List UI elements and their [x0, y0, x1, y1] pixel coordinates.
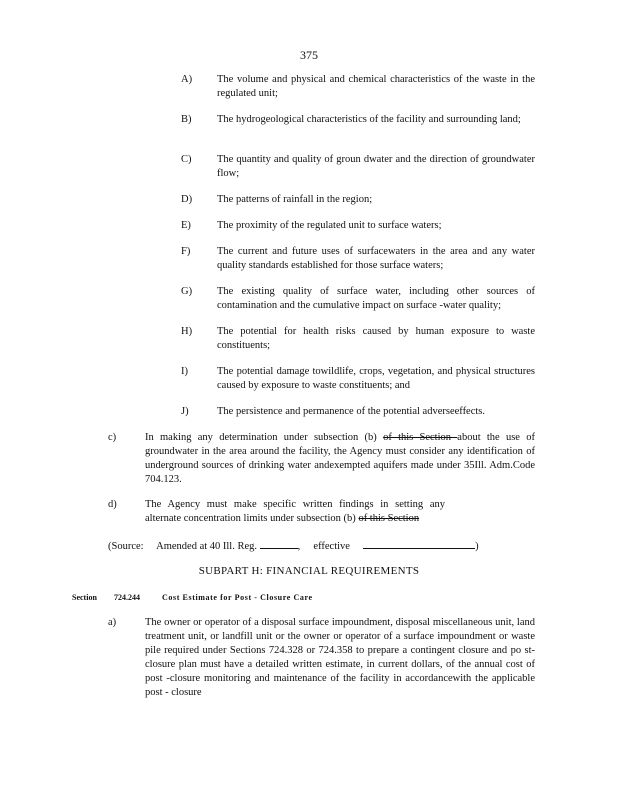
paragraph-text: [145, 498, 445, 526]
section-number: 724.244: [114, 593, 140, 602]
subitem-label: A): [181, 74, 193, 85]
paragraph-text-end: about the use of groundwater in the area around the facility, the Agency must consider any identification of underground sources of drinking water andexempted aquifers made under 35Ill. Adm.Code 704.123.: [145, 432, 535, 485]
paragraph-label: a): [108, 617, 117, 628]
volume-blank: [260, 538, 298, 549]
subitem-text: The quantity and quality of groun dwater and the direction of groundwater flow;: [217, 154, 535, 179]
struck-text: of this Section: [358, 513, 420, 524]
subitem-label: C): [181, 154, 192, 165]
paragraph-label: c): [108, 432, 117, 443]
subitem-text: The potential damage towildlife, crops, vegetation, and physical structures caused by exposure to waste constituents; and: [217, 366, 535, 391]
paragraph-text-start: The Agency must make specific written findings in setting any alternate concentration limits under subsection (b): [145, 499, 445, 524]
paragraph-label: d): [108, 499, 117, 510]
subitem-text: The proximity of the regulated unit to surface waters;: [217, 220, 442, 231]
subitem-label: J): [181, 406, 189, 417]
subitem-label: D): [181, 194, 193, 205]
subitem-text: The existing quality of surface water, including other sources of contamination and the cumulative impact on surface -water quality;: [217, 286, 535, 311]
struck-text: of this Section: [383, 432, 458, 443]
section-word: Section: [72, 593, 97, 602]
source-prefix: (Source:: [108, 541, 144, 552]
section-heading: [72, 591, 313, 605]
subitem-text: The persistence and permanence of the potential adverseeffects.: [217, 406, 486, 417]
subpart-heading: SUBPART H: FINANCIAL REQUIREMENTS: [198, 565, 420, 577]
source-note: [108, 538, 479, 554]
subitem-text: The patterns of rainfall in the region;: [217, 194, 373, 205]
subitem-label: G): [181, 286, 193, 297]
source-close: ): [475, 541, 479, 552]
subitem-label: I): [181, 366, 188, 377]
paragraph-text: [145, 431, 535, 487]
page-number: 375: [300, 48, 318, 62]
paragraph-text: The owner or operator of a disposal surface impoundment, disposal miscellaneous unit, land treatment unit, or landfill unit or the owner or operator of a surface impoundment or waste pile required under Sections 724.328 or 724.358 to prepare a contingent closure and po st-closure plan must have a detailed written estimate, in current dollars, of the annual cost of post -closure monitoring and maintenance of the facility in accordancewith the applicable post - closure: [145, 617, 535, 698]
subitem-text: The current and future uses of surfacewaters in the area and any water quality standards established for those surface waters;: [217, 246, 535, 271]
subitem-text: The potential for health risks caused by human exposure to waste constituents;: [217, 326, 535, 351]
subitem-label: E): [181, 220, 191, 231]
section-title: Cost Estimate for Post - Closure Care: [162, 593, 313, 602]
source-effective: effective: [313, 541, 350, 552]
source-amended: Amended at 40 Ill. Reg.: [156, 541, 258, 552]
source-comma: ,: [297, 541, 301, 552]
subitem-label: H): [181, 326, 193, 337]
subitem-text: The hydrogeological characteristics of the facility and surrounding land;: [217, 114, 521, 125]
date-blank: [363, 538, 475, 549]
subitem-label: F): [181, 246, 191, 257]
subitem-text: The volume and physical and chemical characteristics of the waste in the regulated unit;: [217, 74, 535, 99]
subitem-label: B): [181, 114, 192, 125]
paragraph-text-start: In making any determination under subsection (b): [145, 432, 384, 443]
